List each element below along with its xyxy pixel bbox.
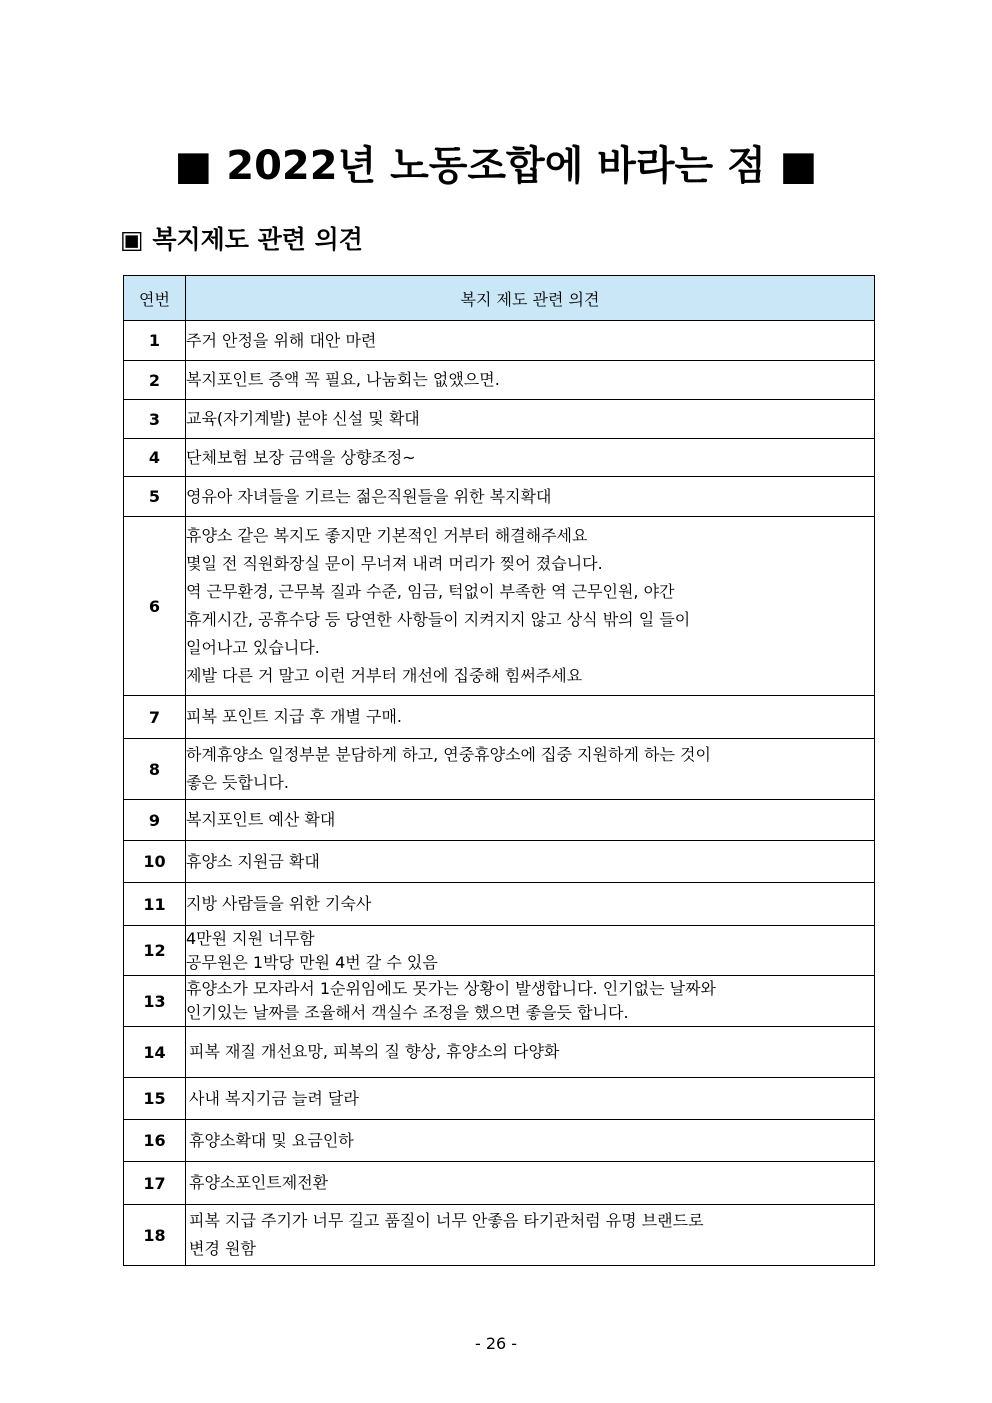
row-text: 휴양소 같은 복지도 좋지만 기본적인 거부터 해결해주세요 몇일 전 직원화장실 문이 무너져 내려 머리가 찢어 졌습니다. 역 근무환경, 근무복 질과 수준, 임금, 턱없이 부족한 역 근무인원, 야간 휴게시간, 공휴수당 등 당연한 사항들이 지켜지지 않고 상식 밖의 일 들이 일어나고 있습니다. 제발 다른 거 말고 이런 거부터 개선에 집중해 힘써주세요 — [186, 517, 875, 696]
table-row — [124, 1162, 875, 1205]
row-text: 복지포인트 증액 꼭 필요, 나눔회는 없앴으면. — [186, 361, 875, 400]
table-row — [124, 926, 875, 976]
row-text: 단체보험 보장 금액을 상향조정~ — [186, 439, 875, 477]
row-number: 8 — [124, 739, 186, 800]
row-number: 18 — [124, 1205, 186, 1266]
table-row — [124, 1120, 875, 1162]
row-number: 6 — [124, 517, 186, 696]
row-text: 피복 재질 개선요망, 피복의 질 향상, 휴양소의 다양화 — [186, 1027, 875, 1078]
row-text: 지방 사람들을 위한 기숙사 — [186, 883, 875, 926]
table-row — [124, 696, 875, 739]
row-number: 13 — [124, 976, 186, 1027]
row-text: 휴양소가 모자라서 1순위임에도 못가는 상황이 발생합니다. 인기없는 날짜와 인기있는 날짜를 조율해서 객실수 조정을 했으면 좋을듯 합니다. — [186, 976, 875, 1027]
header-number: 연번 — [124, 276, 186, 321]
table-row — [124, 361, 875, 400]
page-title: ■ 2022년 노동조합에 바라는 점 ■ — [174, 143, 818, 189]
row-text: 피복 포인트 지급 후 개별 구매. — [186, 696, 875, 739]
table-row — [124, 477, 875, 517]
table-header-row — [124, 276, 875, 321]
row-text: 영유아 자녀들을 기르는 젊은직원들을 위한 복지확대 — [186, 477, 875, 517]
row-number: 7 — [124, 696, 186, 739]
row-number: 1 — [124, 321, 186, 361]
row-text: 사내 복지기금 늘려 달라 — [186, 1078, 875, 1120]
row-number: 16 — [124, 1120, 186, 1162]
table-row — [124, 841, 875, 883]
table-row — [124, 321, 875, 361]
row-number: 9 — [124, 800, 186, 841]
opinions-table — [123, 275, 875, 1266]
table-row — [124, 1078, 875, 1120]
row-text: 복지포인트 예산 확대 — [186, 800, 875, 841]
table-row — [124, 739, 875, 800]
row-number: 14 — [124, 1027, 186, 1078]
page-number: - 26 - — [474, 1334, 518, 1353]
row-number: 4 — [124, 439, 186, 477]
row-text: 휴양소포인트제전환 — [186, 1162, 875, 1205]
row-number: 11 — [124, 883, 186, 926]
header-opinion: 복지 제도 관련 의견 — [186, 276, 875, 321]
row-number: 12 — [124, 926, 186, 976]
table-row — [124, 800, 875, 841]
table-row — [124, 439, 875, 477]
table-row — [124, 400, 875, 439]
row-text: 피복 지급 주기가 너무 길고 품질이 너무 안좋음 타기관처럼 유명 브랜드로 변경 원함 — [186, 1205, 875, 1266]
row-number: 15 — [124, 1078, 186, 1120]
table-row — [124, 1205, 875, 1266]
table-row — [124, 883, 875, 926]
row-text: 휴양소확대 및 요금인하 — [186, 1120, 875, 1162]
table-row — [124, 976, 875, 1027]
row-number: 10 — [124, 841, 186, 883]
row-number: 5 — [124, 477, 186, 517]
row-number: 3 — [124, 400, 186, 439]
row-text: 교육(자기계발) 분야 신설 및 확대 — [186, 400, 875, 439]
section-heading: ▣ 복지제도 관련 의견 — [120, 225, 363, 254]
row-text: 주거 안정을 위해 대안 마련 — [186, 321, 875, 361]
row-text: 휴양소 지원금 확대 — [186, 841, 875, 883]
row-number: 2 — [124, 361, 186, 400]
row-number: 17 — [124, 1162, 186, 1205]
table-row — [124, 1027, 875, 1078]
row-text: 4만원 지원 너무함 공무원은 1박당 만원 4번 갈 수 있음 — [186, 926, 875, 976]
row-text: 하계휴양소 일정부분 분담하게 하고, 연중휴양소에 집중 지원하게 하는 것이 좋은 듯합니다. — [186, 739, 875, 800]
table-row — [124, 517, 875, 696]
